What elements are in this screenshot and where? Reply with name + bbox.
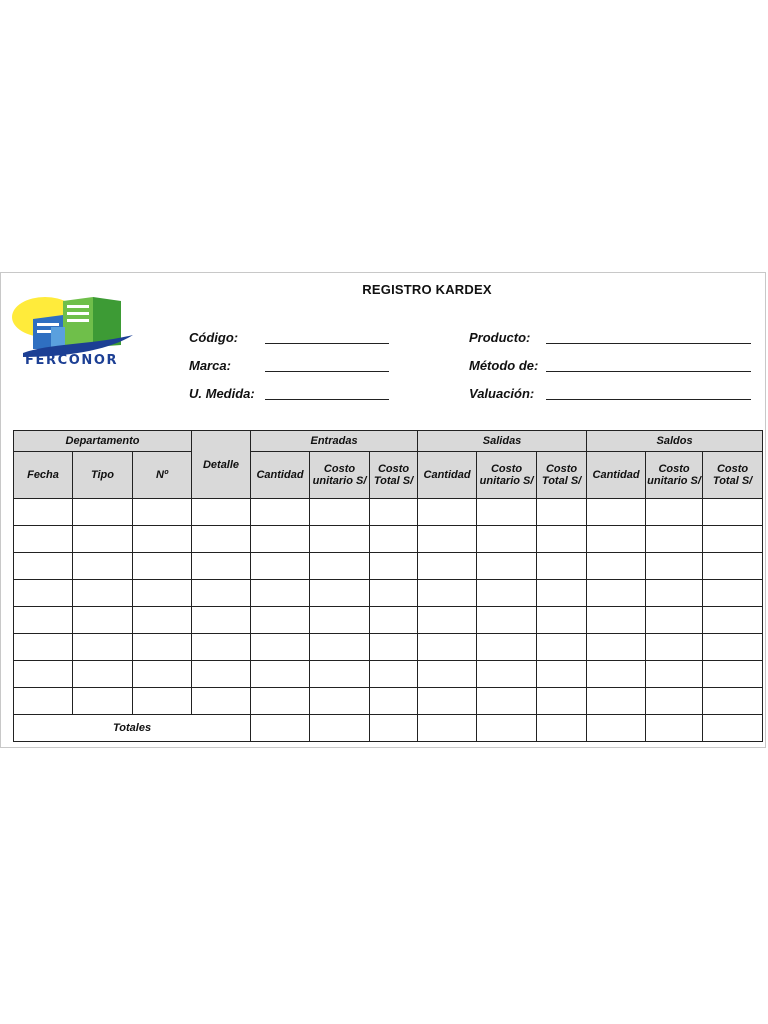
tipo-header: Tipo [73,452,133,499]
table-cell[interactable] [133,661,192,688]
table-cell[interactable] [14,580,73,607]
kardex-body [14,499,763,715]
table-cell[interactable] [703,499,763,526]
table-cell[interactable] [587,580,646,607]
table-cell[interactable] [477,607,537,634]
departamento-header: Departamento [14,431,192,452]
table-cell[interactable] [537,688,587,715]
entradas-costo-unitario-header: Costo unitario S/ [310,452,370,499]
table-cell[interactable] [73,499,133,526]
marca-input-line[interactable] [265,371,389,372]
total-cell[interactable] [370,715,418,742]
saldos-costo-total-header: Costo Total S/ [703,452,763,499]
table-cell[interactable] [703,553,763,580]
fecha-header: Fecha [14,452,73,499]
table-cell[interactable] [477,526,537,553]
table-cell[interactable] [251,634,310,661]
table-cell[interactable] [587,499,646,526]
table-cell[interactable] [133,688,192,715]
table-cell[interactable] [646,580,703,607]
table-cell[interactable] [73,661,133,688]
unidad-medida-input-line[interactable] [265,399,389,400]
salidas-header: Salidas [418,431,587,452]
table-cell[interactable] [587,661,646,688]
saldos-header: Saldos [587,431,763,452]
entradas-cantidad-header: Cantidad [251,452,310,499]
marca-label: Marca: [189,358,231,373]
table-cell[interactable] [537,607,587,634]
table-cell[interactable] [587,607,646,634]
table-cell[interactable] [537,661,587,688]
table-cell[interactable] [646,499,703,526]
table-cell[interactable] [310,634,370,661]
table-cell[interactable] [537,553,587,580]
table-cell[interactable] [192,526,251,553]
valuacion-label: Valuación: [469,386,535,401]
table-cell[interactable] [133,526,192,553]
table-cell[interactable] [310,553,370,580]
total-cell[interactable] [703,715,763,742]
numero-header: Nº [133,452,192,499]
table-cell[interactable] [73,634,133,661]
table-cell[interactable] [133,499,192,526]
table-row [14,688,763,715]
table-cell[interactable] [477,580,537,607]
table-cell[interactable] [251,553,310,580]
table-cell[interactable] [703,580,763,607]
table-cell[interactable] [646,661,703,688]
table-cell[interactable] [587,688,646,715]
table-cell[interactable] [192,634,251,661]
table-cell[interactable] [418,607,477,634]
table-cell[interactable] [537,499,587,526]
saldos-costo-unitario-header: Costo unitario S/ [646,452,703,499]
table-cell[interactable] [537,580,587,607]
table-cell[interactable] [73,526,133,553]
table-cell[interactable] [537,526,587,553]
table-cell[interactable] [192,580,251,607]
table-cell[interactable] [477,661,537,688]
total-cell[interactable] [587,715,646,742]
table-row [14,634,763,661]
table-cell[interactable] [192,688,251,715]
table-cell[interactable] [73,580,133,607]
entradas-header: Entradas [251,431,418,452]
saldos-cantidad-header: Cantidad [587,452,646,499]
table-cell[interactable] [14,526,73,553]
table-cell[interactable] [310,688,370,715]
total-cell[interactable] [251,715,310,742]
table-cell[interactable] [418,634,477,661]
table-cell[interactable] [703,688,763,715]
table-row [14,580,763,607]
total-cell[interactable] [537,715,587,742]
table-cell[interactable] [73,607,133,634]
table-cell[interactable] [370,634,418,661]
total-cell[interactable] [310,715,370,742]
table-cell[interactable] [310,661,370,688]
table-cell[interactable] [703,634,763,661]
table-cell[interactable] [251,607,310,634]
metodo-label: Método de: [469,358,539,373]
table-cell[interactable] [370,607,418,634]
table-cell[interactable] [646,634,703,661]
table-cell[interactable] [646,688,703,715]
table-cell[interactable] [133,634,192,661]
table-cell[interactable] [587,553,646,580]
table-row [14,553,763,580]
logo-wordmark: FERCONOR [25,353,119,368]
table-row [14,526,763,553]
table-cell[interactable] [73,553,133,580]
table-cell[interactable] [310,499,370,526]
table-cell[interactable] [370,580,418,607]
table-cell[interactable] [73,688,133,715]
table-cell[interactable] [133,607,192,634]
table-cell[interactable] [418,688,477,715]
table-cell[interactable] [418,580,477,607]
salidas-costo-unitario-header: Costo unitario S/ [477,452,537,499]
codigo-label: Código: [189,330,239,345]
unidad-medida-label: U. Medida: [189,386,255,401]
table-cell[interactable] [251,580,310,607]
table-cell[interactable] [192,661,251,688]
form-title: REGISTRO KARDEX [362,282,492,297]
table-cell[interactable] [418,526,477,553]
table-cell[interactable] [703,661,763,688]
table-cell[interactable] [703,526,763,553]
table-cell[interactable] [370,499,418,526]
detalle-header: Detalle [192,431,251,499]
table-cell[interactable] [310,607,370,634]
table-cell[interactable] [587,526,646,553]
table-cell[interactable] [192,499,251,526]
entradas-costo-total-header: Costo Total S/ [370,452,418,499]
table-cell[interactable] [370,688,418,715]
table-cell[interactable] [251,526,310,553]
table-cell[interactable] [251,688,310,715]
table-cell[interactable] [133,580,192,607]
table-cell[interactable] [14,634,73,661]
total-cell[interactable] [646,715,703,742]
valuacion-input-line[interactable] [546,399,751,400]
table-cell[interactable] [477,634,537,661]
table-cell[interactable] [133,553,192,580]
table-cell[interactable] [14,688,73,715]
table-cell[interactable] [418,661,477,688]
totales-label: Totales [14,715,251,742]
table-cell[interactable] [370,526,418,553]
table-cell[interactable] [14,499,73,526]
codigo-input-line[interactable] [265,343,389,344]
table-cell[interactable] [703,607,763,634]
total-cell[interactable] [477,715,537,742]
table-cell[interactable] [14,661,73,688]
table-cell[interactable] [310,580,370,607]
kardex-form [0,272,766,748]
table-cell[interactable] [477,499,537,526]
table-cell[interactable] [418,553,477,580]
salidas-cantidad-header: Cantidad [418,452,477,499]
table-cell[interactable] [251,661,310,688]
table-cell[interactable] [537,634,587,661]
table-cell[interactable] [14,553,73,580]
total-cell[interactable] [418,715,477,742]
table-cell[interactable] [418,499,477,526]
table-cell[interactable] [477,688,537,715]
producto-input-line[interactable] [546,343,751,344]
table-row [14,607,763,634]
kardex-table [13,430,763,742]
table-cell[interactable] [192,553,251,580]
table-row [14,661,763,688]
table-cell[interactable] [646,553,703,580]
producto-label: Producto: [469,330,531,345]
table-cell[interactable] [192,607,251,634]
table-cell[interactable] [251,499,310,526]
table-cell[interactable] [646,607,703,634]
table-cell[interactable] [14,607,73,634]
table-cell[interactable] [477,553,537,580]
table-cell[interactable] [646,526,703,553]
salidas-costo-total-header: Costo Total S/ [537,452,587,499]
table-cell[interactable] [310,526,370,553]
metodo-input-line[interactable] [546,371,751,372]
table-cell[interactable] [587,634,646,661]
table-row [14,499,763,526]
table-cell[interactable] [370,661,418,688]
table-cell[interactable] [370,553,418,580]
